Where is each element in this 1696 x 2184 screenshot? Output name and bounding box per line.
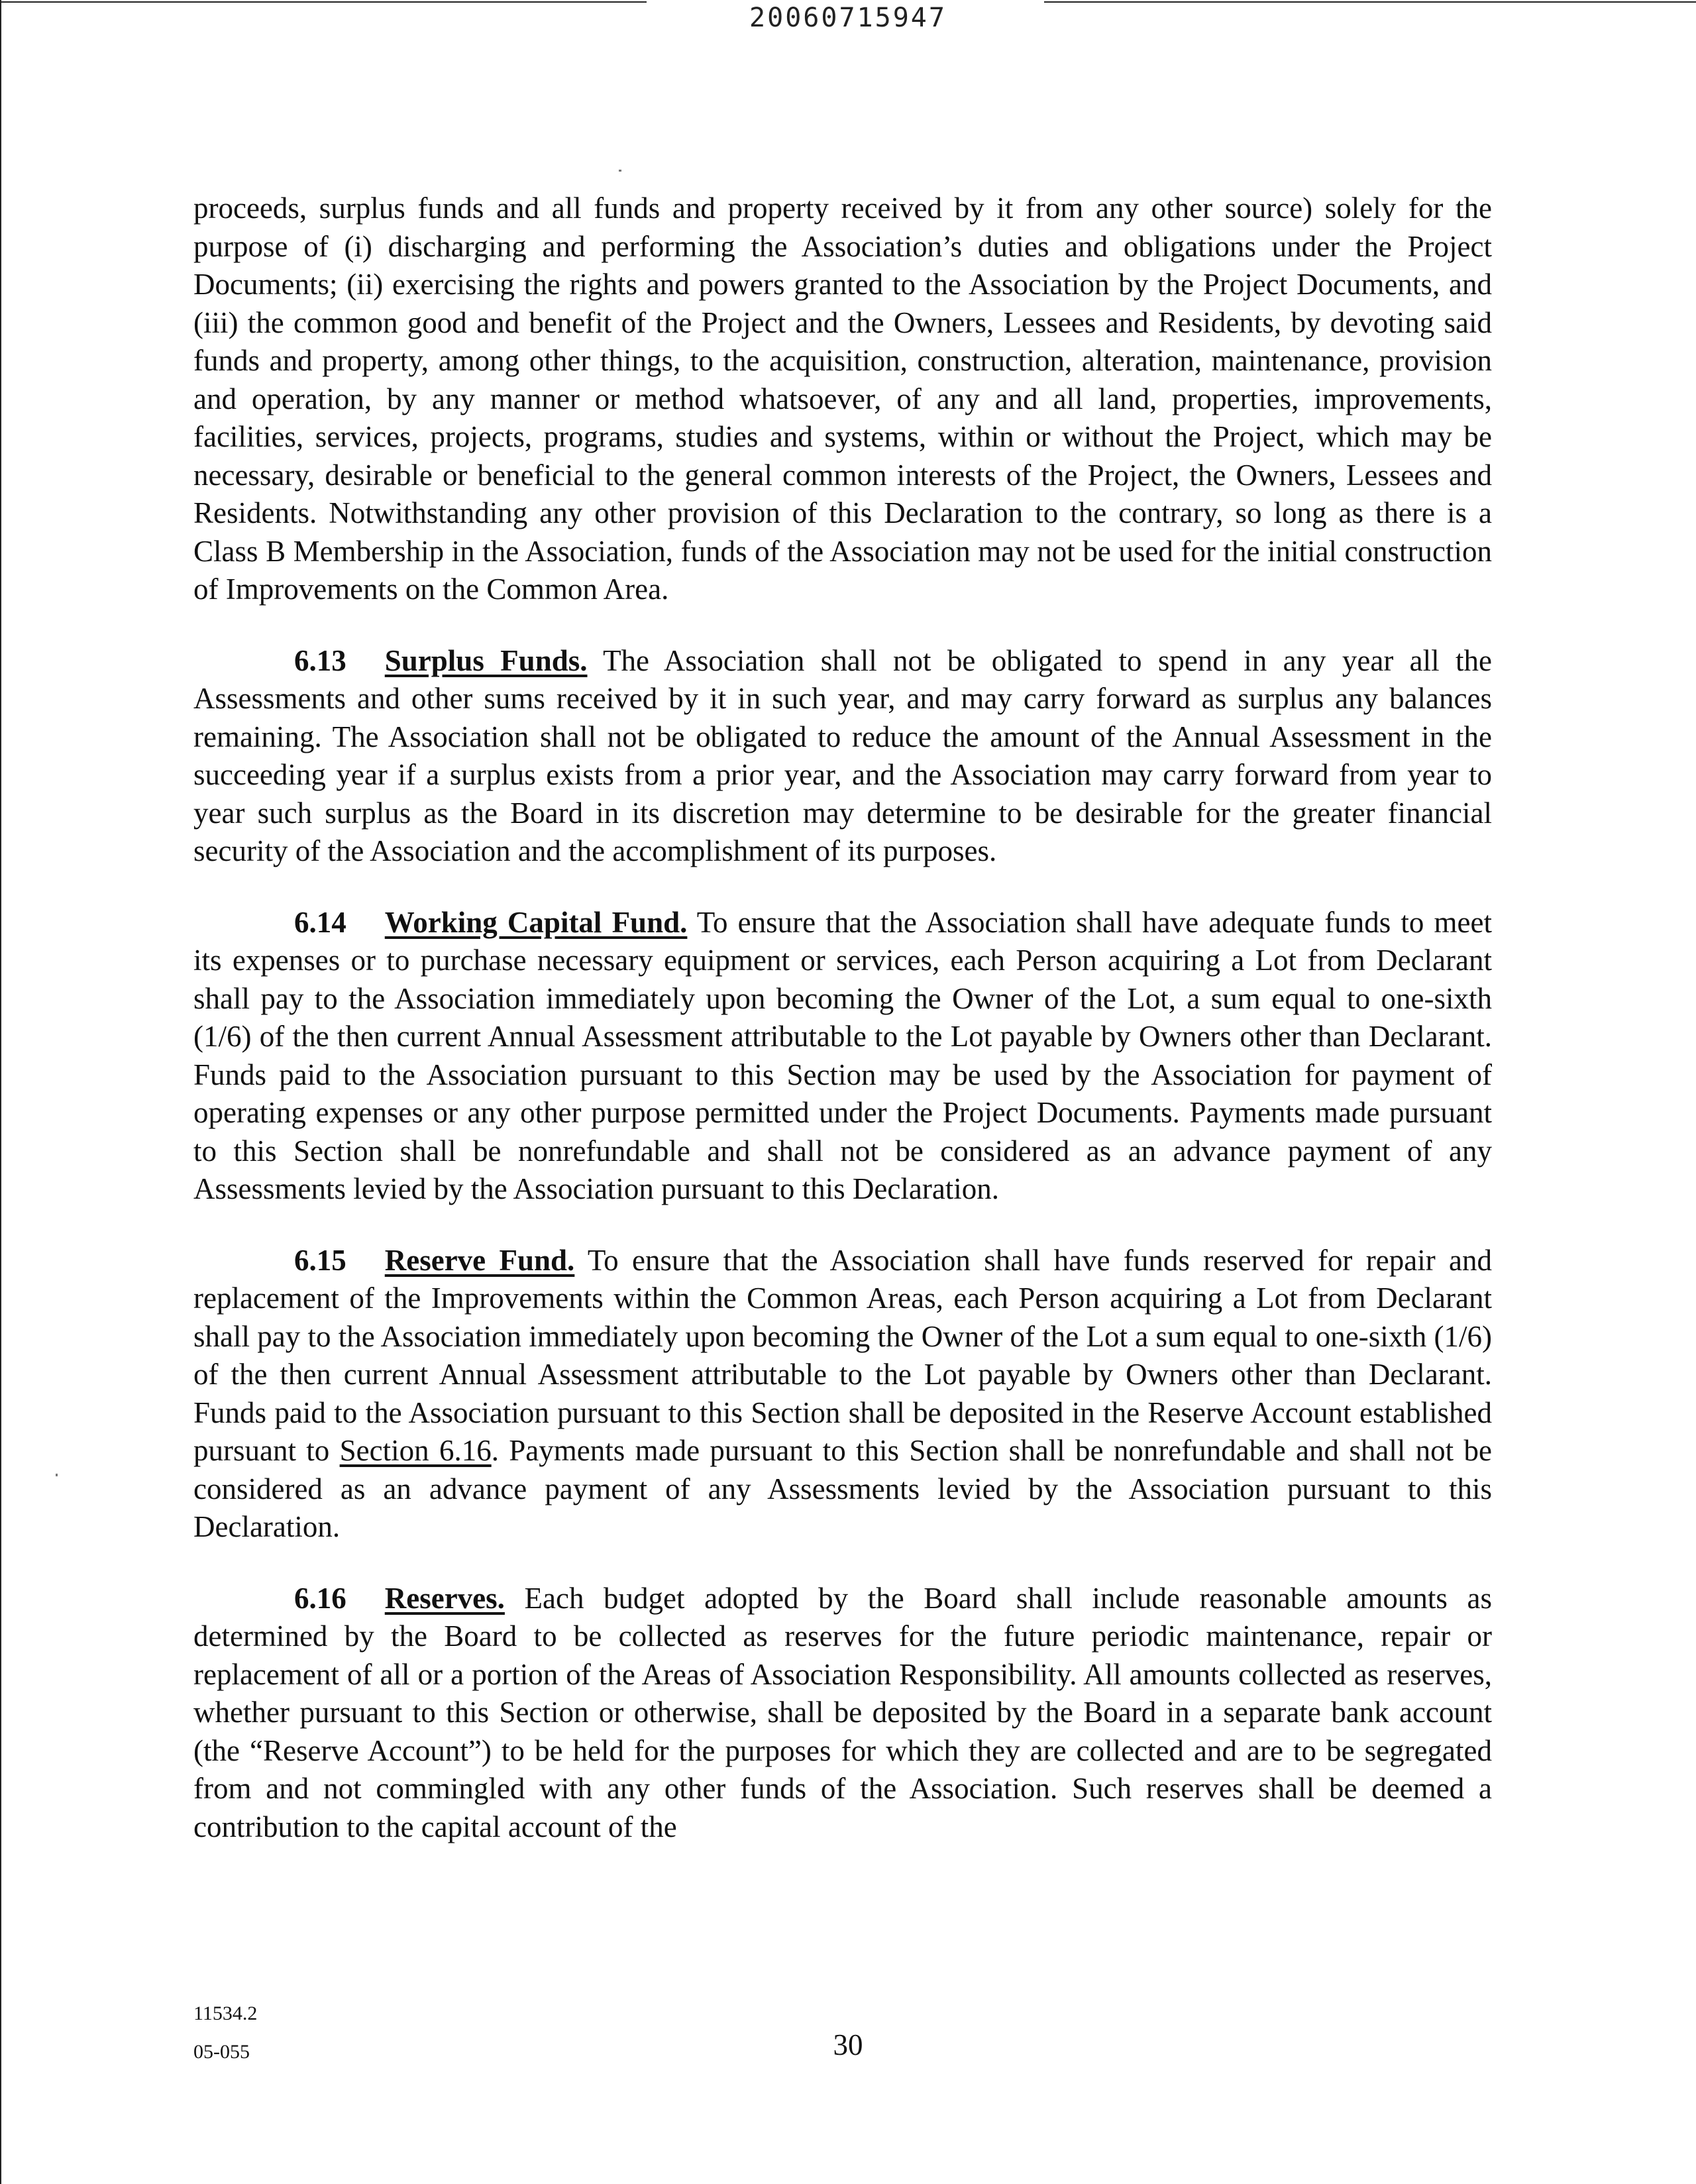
section-text: To ensure that the Association shall have adequate funds to meet its expenses or to purchase necessary equipment or services, each Person acquiring a Lot from Declarant shall pay to the Association immediately upon becoming the Owner of the Lot, a sum equal to one-sixth (1/6) of the then current Annual Assessment attributable to the Lot payable by Owners other than Declarant. Funds paid to the Association pursuant to this Section may be used by the Association for payment of operating expenses or any other purpose permitted under the Project Documents. Payments made pursuant to this Section shall be nonrefundable and shall not be considered as an advance payment of any Assessments levied by the Association pursuant to this Declaration.	[193, 905, 1492, 1205]
section-heading: Working Capital Fund.	[384, 905, 688, 939]
section-cross-reference: Section 6.16	[339, 1434, 492, 1467]
section-heading: Surplus Funds.	[384, 643, 588, 677]
document-body	[193, 190, 1492, 1879]
page-number: 30	[833, 2028, 863, 2061]
section-heading: Reserve Fund.	[384, 1243, 575, 1277]
section-heading: Reserves.	[384, 1581, 505, 1615]
section-number: 6.15	[294, 1243, 346, 1277]
section-number: 6.13	[294, 643, 346, 677]
section-number: 6.14	[294, 905, 346, 939]
recording-number: 20060715947	[749, 3, 947, 33]
section-text: Each budget adopted by the Board shall include reasonable amounts as determined by the Board to be collected as reserves for the future periodic maintenance, repair or replacement of all or a portion of the Areas of Association Responsibility. All amounts collected as reserves, whether pursuant to this Section or otherwise, shall be deposited by the Board in a separate bank account (the “Reserve Account”) to be held for the purposes for which they are collected and are to be segregated from and not commingled with any other funds of the Association. Such reserves shall be deemed a contribution to the capital account of the	[193, 1581, 1492, 1843]
section-text: The Association shall not be obligated to spend in any year all the Assessments and other sums received by it in such year, and may carry forward as surplus any balances remaining. The Association shall not be obligated to reduce the amount of the Annual Assessment in the succeeding year if a surplus exists from a prior year, and the Association may carry forward from year to year such surplus as the Board in its discretion may determine to be desirable for the greater financial security of the Association and the accomplishment of its purposes.	[193, 643, 1492, 867]
footer-code-version: 11534.2	[193, 2002, 258, 2024]
section-6-16	[193, 1580, 1492, 1847]
section-text: To ensure that the Association shall have funds reserved for repair and replacement of the Improvements within the Common Areas, each Person acquiring a Lot from Declarant shall pay to the Association immediately upon becoming the Owner of the Lot a sum equal to one-sixth (1/6) of the then current Annual Assessment attributable to the Lot payable by Owners other than Declarant. Funds paid to the Association pursuant to this Section shall be deposited in the Reserve Account established pursuant to	[193, 1243, 1492, 1467]
scan-edge-left	[0, 0, 1, 2184]
section-number: 6.16	[294, 1581, 346, 1615]
section-6-14	[193, 904, 1492, 1209]
section-6-15	[193, 1242, 1492, 1547]
section-text-continued: . Payments made pursuant to this Section shall be nonrefundable and shall not be considered as an advance payment of any Assessments levied by the Association pursuant to this Declaration.	[193, 1434, 1492, 1543]
paragraph-intro: proceeds, surplus funds and all funds and property received by it from any other source) solely for the purpose of (i) discharging and performing the Association’s duties and obligations under the Project Documents; (ii) exercising the rights and powers granted to the Association by the Project Documents, and (iii) the common good and benefit of the Project and the Owners, Lessees and Residents, by devoting said funds and property, among other things, to the acquisition, construction, alteration, maintenance, provision and operation, by any manner or method whatsoever, of any and all land, properties, improvements, facilities, services, projects, programs, studies and systems, within or without the Project, which may be necessary, desirable or beneficial to the general common interests of the Project, the Owners, Lessees and Residents. Notwithstanding any other provision of this Declaration to the contrary, so long as there is a Class B Membership in the Association, funds of the Association may not be used for the initial construction of Improvements on the Common Area.	[193, 191, 1492, 606]
section-6-13	[193, 642, 1492, 871]
footer-code-file: 05-055	[193, 2041, 250, 2063]
scan-speck	[56, 1474, 58, 1476]
scan-speck	[619, 170, 621, 172]
